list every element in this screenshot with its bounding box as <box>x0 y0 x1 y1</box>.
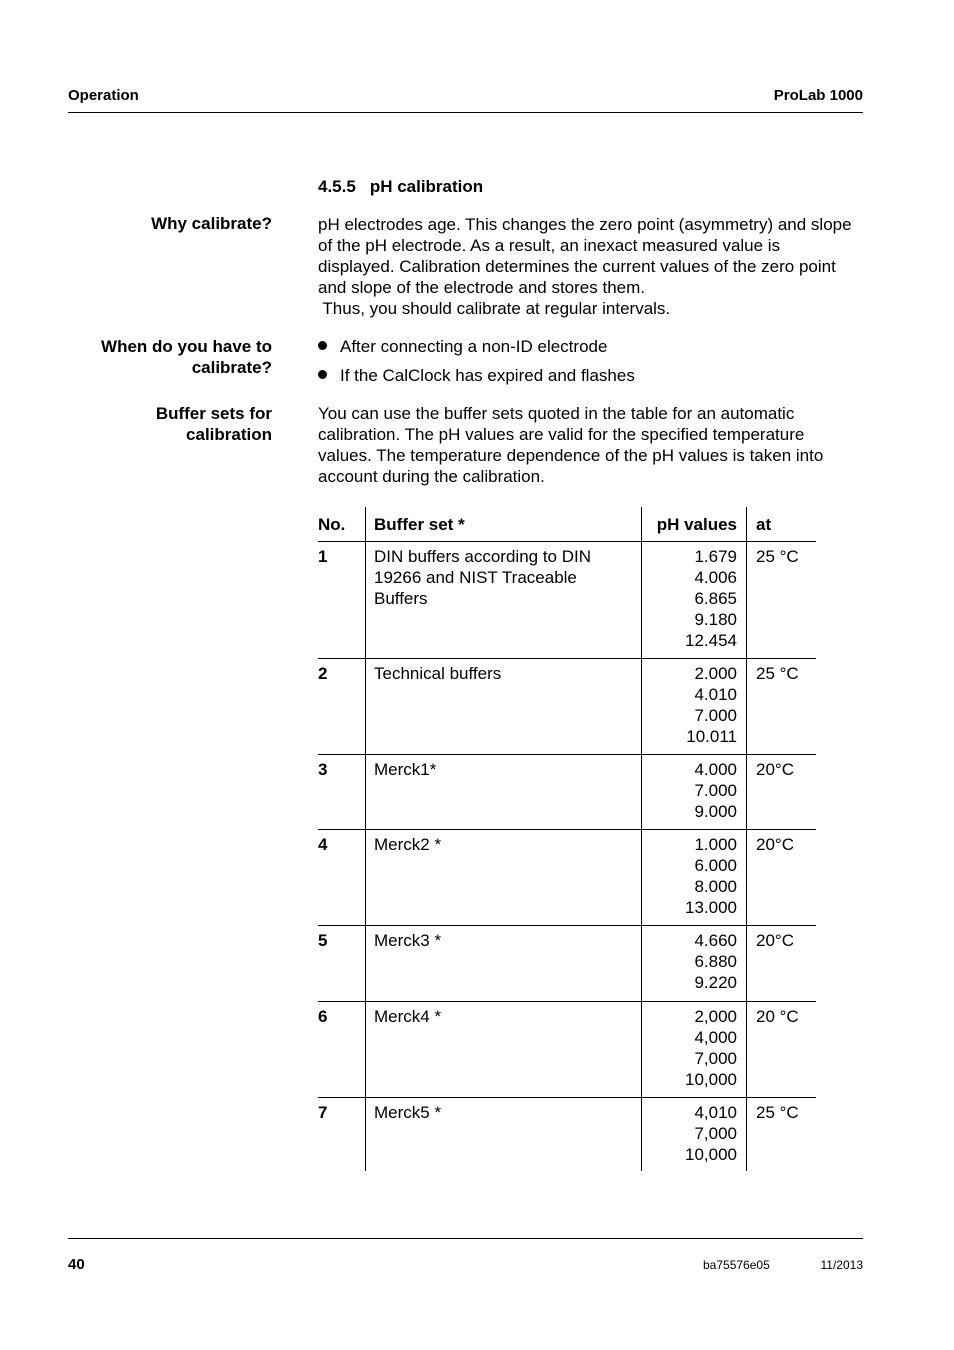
buffers-paragraph <box>318 403 866 487</box>
table-row <box>318 926 816 1002</box>
ph-value: 7.000 <box>694 781 737 800</box>
buffers-line: account during the calibration. <box>318 467 545 486</box>
buffer-name <box>366 659 642 755</box>
page-number: 40 <box>68 1256 85 1273</box>
ph-value: 9.180 <box>694 610 737 629</box>
table-row <box>318 1098 816 1171</box>
ph-value: 12.454 <box>685 631 737 650</box>
temperature: 20°C <box>747 830 817 926</box>
buffer-name <box>366 1002 642 1098</box>
ph-value: 10,000 <box>685 1145 737 1164</box>
buffer-name <box>366 830 642 926</box>
temperature: 20°C <box>747 755 817 830</box>
buffers-line: values. The temperature dependence of the pH values is taken into <box>318 446 824 465</box>
ph-value: 8.000 <box>694 877 737 896</box>
row-number: 3 <box>318 755 366 830</box>
buffer-name <box>366 542 642 659</box>
row-number: 2 <box>318 659 366 755</box>
bullet-icon <box>318 370 327 379</box>
row-number: 6 <box>318 1002 366 1098</box>
buffer-name <box>366 1098 642 1171</box>
why-line: Thus, you should calibrate at regular intervals. <box>318 299 671 318</box>
ph-value: 1.000 <box>694 835 737 854</box>
why-line: pH electrodes age. This changes the zero point (asymmetry) and slope <box>318 215 852 234</box>
buffer-name-line: Technical buffers <box>374 664 502 683</box>
ph-value: 10,000 <box>685 1070 737 1089</box>
ph-value: 4,010 <box>694 1103 737 1122</box>
buffer-name <box>366 755 642 830</box>
buffer-name-line: 19266 and NIST Traceable <box>374 568 577 587</box>
col-header-ph-values: pH values <box>642 507 747 542</box>
header-rule <box>68 112 863 113</box>
buffers-label-line: Buffer sets for <box>155 404 272 423</box>
ph-values <box>642 1098 747 1171</box>
when-label-line: calibrate? <box>191 358 272 377</box>
ph-value: 4.006 <box>694 568 737 587</box>
why-label: Why calibrate? <box>151 214 272 233</box>
buffers-label-line: calibration <box>186 425 272 444</box>
ph-value: 6.865 <box>694 589 737 608</box>
why-line: of the pH electrode. As a result, an inexact measured value is <box>318 236 781 255</box>
table-header-row <box>318 507 816 542</box>
buffer-table <box>318 507 816 1171</box>
why-line: displayed. Calibration determines the current values of the zero point <box>318 257 836 276</box>
ph-value: 2,000 <box>694 1007 737 1026</box>
ph-values <box>642 926 747 1002</box>
ph-value: 9.000 <box>694 802 737 821</box>
buffer-name-line: Merck2 * <box>374 835 442 854</box>
ph-value: 4.660 <box>694 931 737 950</box>
ph-value: 6.000 <box>694 856 737 875</box>
ph-value: 4.000 <box>694 760 737 779</box>
bullet-text: After connecting a non-ID electrode <box>340 337 608 356</box>
row-number: 1 <box>318 542 366 659</box>
section-heading <box>318 177 483 197</box>
when-label <box>68 336 272 378</box>
bullet-item <box>318 365 635 386</box>
ph-value: 10.011 <box>686 727 737 746</box>
temperature: 25 °C <box>747 542 817 659</box>
buffer-name-line: Merck5 * <box>374 1103 442 1122</box>
col-header-no: No. <box>318 514 346 534</box>
table-row <box>318 830 816 926</box>
footer-rule <box>68 1238 863 1239</box>
section-number: 4.5.5 <box>318 177 356 196</box>
bullet-icon <box>318 341 327 350</box>
buffers-line: calibration. The pH values are valid for the specified temperature <box>318 425 805 444</box>
table-row <box>318 1002 816 1098</box>
buffer-name-line: Merck1* <box>374 760 437 779</box>
row-number: 7 <box>318 1098 366 1171</box>
buffer-name-line: Merck3 * <box>374 931 442 950</box>
buffer-name <box>366 926 642 1002</box>
temperature: 20 °C <box>747 1002 817 1098</box>
ph-value: 13.000 <box>685 898 737 917</box>
buffers-label <box>68 403 272 445</box>
row-number: 4 <box>318 830 366 926</box>
ph-value: 7.000 <box>694 706 737 725</box>
why-paragraph <box>318 214 866 319</box>
temperature: 25 °C <box>747 1098 817 1171</box>
ph-values <box>642 542 747 659</box>
doc-date: 11/2013 <box>820 1258 863 1272</box>
col-header-buffer-set: Buffer set * <box>366 507 642 542</box>
buffer-name-line: Merck4 * <box>374 1007 442 1026</box>
col-header-at: at <box>747 507 817 542</box>
ph-value: 9.220 <box>694 973 737 992</box>
when-label-line: When do you have to <box>101 337 272 356</box>
why-line: and slope of the electrode and stores them. <box>318 278 645 297</box>
table-row <box>318 755 816 830</box>
ph-value: 7,000 <box>694 1049 737 1068</box>
ph-values <box>642 659 747 755</box>
doc-id: ba75576e05 <box>703 1258 770 1272</box>
ph-value: 2.000 <box>694 664 737 683</box>
table-row <box>318 659 816 755</box>
temperature: 25 °C <box>747 659 817 755</box>
buffers-line: You can use the buffer sets quoted in the table for an automatic <box>318 404 795 423</box>
ph-value: 4.010 <box>694 685 737 704</box>
bullet-item <box>318 336 607 357</box>
temperature: 20°C <box>747 926 817 1002</box>
header-left: Operation <box>68 87 139 104</box>
table-row <box>318 542 816 659</box>
ph-values <box>642 755 747 830</box>
ph-values <box>642 1002 747 1098</box>
ph-value: 6.880 <box>694 952 737 971</box>
ph-value: 4,000 <box>694 1028 737 1047</box>
row-number: 5 <box>318 926 366 1002</box>
buffer-name-line: Buffers <box>374 589 428 608</box>
section-title: pH calibration <box>369 177 484 196</box>
ph-value: 7,000 <box>694 1124 737 1143</box>
bullet-text: If the CalClock has expired and flashes <box>340 366 635 385</box>
buffer-name-line: DIN buffers according to DIN <box>374 547 591 566</box>
header-right: ProLab 1000 <box>773 87 863 104</box>
ph-values <box>642 830 747 926</box>
ph-value: 1.679 <box>694 547 737 566</box>
